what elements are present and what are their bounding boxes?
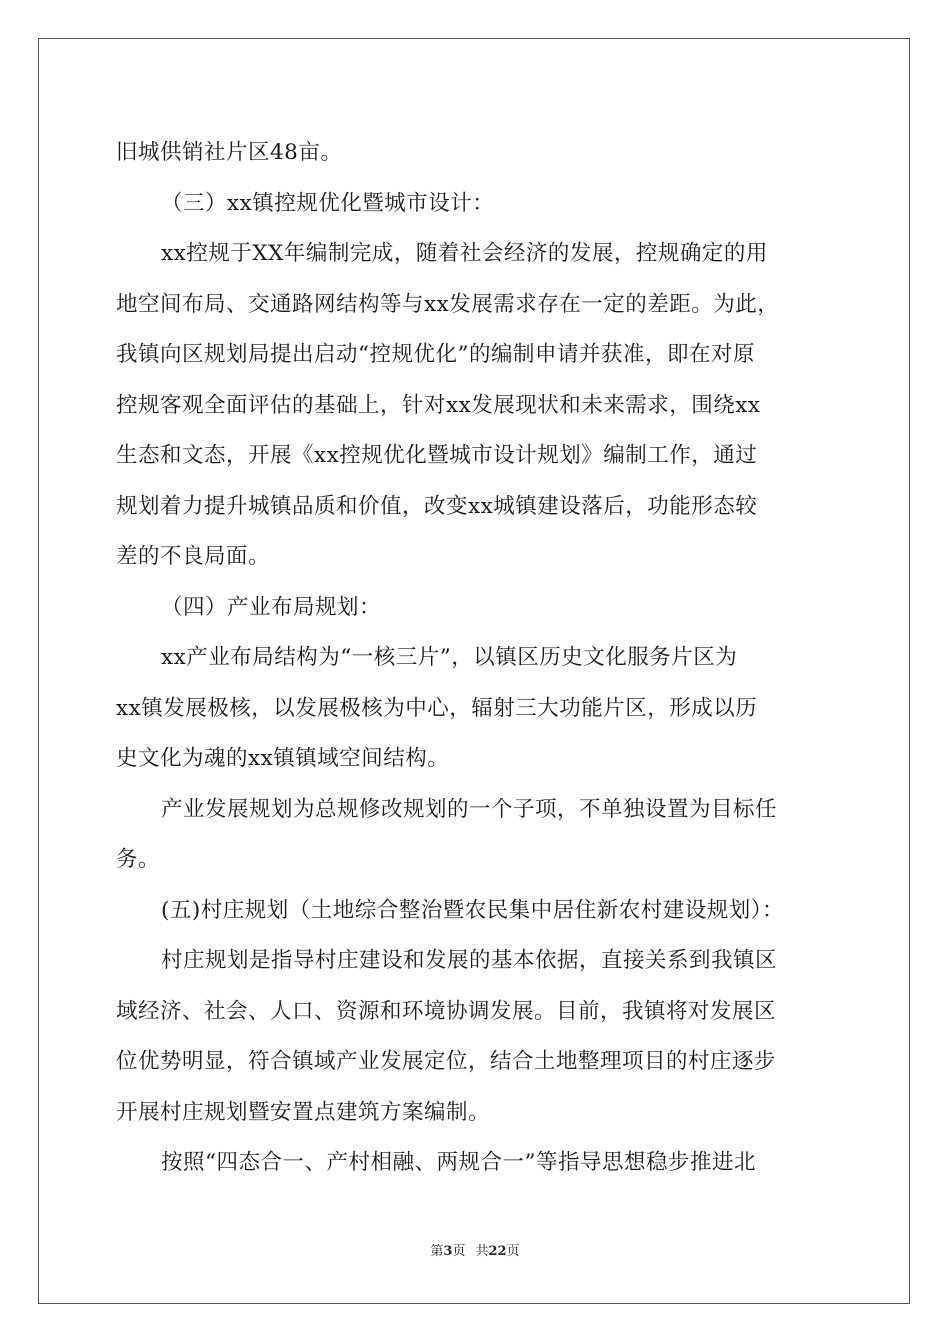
paragraph-line: 差的不良局面。 [116, 544, 271, 569]
paragraph-line: 按照“四态合一、产村相融、两规合一”等指导思想稳步推进北 [161, 1150, 756, 1175]
paragraph-line: 村庄规划是指导村庄建设和发展的基本依据，直接关系到我镇区 [161, 948, 778, 973]
paragraph-line: 产业发展规划为总规修改规划的一个子项，不单独设置为目标任 [161, 796, 778, 822]
section-heading-3: （三）xx镇控规优化暨城市设计： [161, 190, 495, 216]
paragraph-line: xx控规于XX年编制完成，随着社会经济的发展，控规确定的用 [161, 241, 768, 266]
section-heading-4: （四）产业布局规划： [161, 594, 382, 620]
total-suffix: 页 [506, 1244, 520, 1259]
document-body [116, 128, 838, 1189]
total-prefix: 共 [475, 1244, 489, 1259]
total-pages: 22 [488, 1244, 507, 1259]
paragraph-line: 我镇向区规划局提出启动“控规优化”的编制申请并获准，即在对原 [116, 342, 755, 367]
paragraph-line: 位优势明显，符合镇域产业发展定位，结合土地整理项目的村庄逐步 [116, 1049, 777, 1074]
paragraph-line: 开展村庄规划暨安置点建筑方案编制。 [116, 1099, 491, 1125]
paragraph-line: 史文化为魂的xx镇镇域空间结构。 [116, 746, 450, 771]
page-footer [0, 1244, 950, 1260]
page-number: 3 [443, 1244, 453, 1259]
paragraph-line: 控规客观全面评估的基础上，针对xx发展现状和未来需求，围绕xx [116, 392, 761, 418]
paragraph-line: 务。 [116, 847, 161, 872]
paragraph-line: xx镇发展极核，以发展极核为中心，辐射三大功能片区，形成以历 [116, 695, 758, 721]
page-suffix: 页 [452, 1244, 466, 1259]
paragraph-line: 规划着力提升城镇品质和价值，改变xx城镇建设落后，功能形态较 [116, 493, 758, 519]
section-heading-5: (五)村庄规划（土地综合整治暨农民集中居住新农村建设规划）： [161, 897, 785, 923]
paragraph-line: xx产业布局结构为“一核三片”，以镇区历史文化服务片区为 [161, 645, 738, 670]
paragraph-line: 域经济、社会、人口、资源和环境协调发展。目前，我镇将对发展区 [116, 998, 777, 1024]
paragraph-line: 生态和文态，开展《xx控规优化暨城市设计规划》编制工作，通过 [116, 443, 758, 468]
paragraph-line: 地空间布局、交通路网结构等与xx发展需求存在一定的差距。为此， [116, 291, 780, 317]
paragraph-line: 旧城供销社片区48亩。 [116, 140, 343, 165]
page-prefix: 第 [430, 1244, 444, 1259]
